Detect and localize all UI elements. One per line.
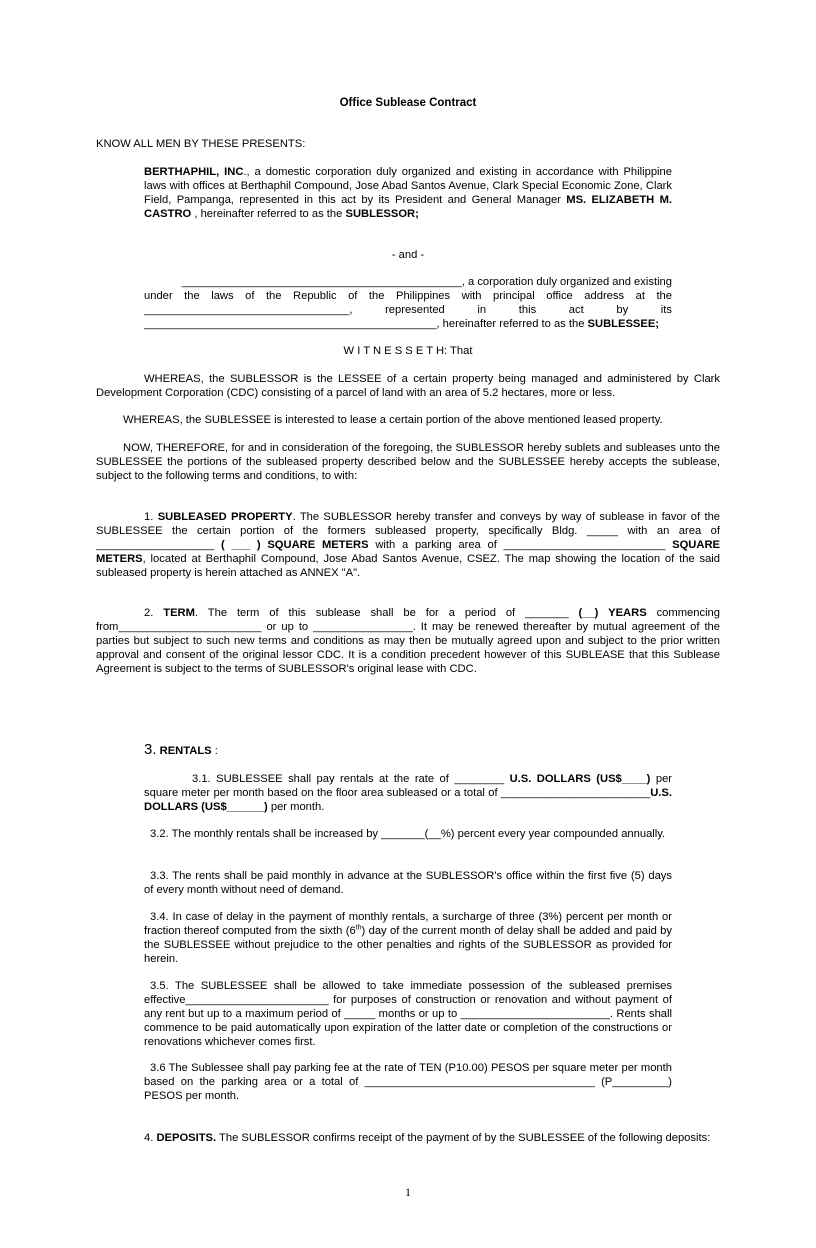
party2-line2: under the laws of the Republic of the Philippines with principal office address at the bbox=[144, 290, 672, 302]
page-number: 1 bbox=[405, 1185, 411, 1199]
section-1-heading: SUBLEASED PROPERTY bbox=[157, 511, 293, 523]
manager-name: MS. ELIZABETH M. CASTRO bbox=[144, 194, 673, 220]
party2-line1: _____________________________________________, a corporation duly organized and existing bbox=[181, 276, 672, 288]
section-4-heading: DEPOSITS. bbox=[156, 1132, 217, 1144]
witnesseth-heading: W I T N E S S E T H: That bbox=[343, 345, 473, 357]
section-3-rentals-heading: 3. RENTALS : bbox=[144, 741, 218, 758]
party2-line3: _________________________________, represented in this act by its bbox=[144, 304, 672, 316]
now-therefore: NOW, THEREFORE, for and in consideration of the foregoing, the SUBLESSOR hereby sublets and subleases unto the SUBLESSEE the portions of the subleased property described below and the SUBLESSEE hereby accepts the sublease, subject to the following terms and conditions, to with: bbox=[96, 442, 720, 482]
intro-line: KNOW ALL MEN BY THESE PRESENTS: bbox=[96, 138, 306, 150]
section-3-2: 3.2. The monthly rentals shall be increased by _______(__%) percent every year compounded annually. bbox=[150, 828, 666, 840]
section-3-3: 3.3. The rents shall be paid monthly in advance at the SUBLESSOR's office within the first five (5) days of every month without need of demand. bbox=[144, 870, 672, 896]
sublessor-role: SUBLESSOR; bbox=[345, 208, 419, 220]
party2-line4: _______________________________________________, hereinafter referred to as the SUBLESSEE; bbox=[144, 318, 660, 330]
sublessee-role: SUBLESSEE; bbox=[587, 318, 660, 330]
and-separator: - and - bbox=[391, 249, 425, 261]
section-3-4: 3.4. In case of delay in the payment of monthly rentals, a surcharge of three (3%) percent per month or fraction thereof computed from the sixth (6th) day of the current month of delay shall be added and paid by the SUBLESSEE without prejudice to the other penalties and rights of the SUBLESSOR as provided for herein. bbox=[144, 911, 672, 965]
section-2-heading: TERM bbox=[163, 607, 195, 619]
section-3-1: 3.1. SUBLESSEE shall pay rentals at the rate of ________ U.S. DOLLARS (US$____) per square meter per month based on the floor area subleased or a total of ________________________U.S. DOLLARS (US$______) per month. bbox=[144, 773, 673, 813]
document-title: Office Sublease Contract bbox=[339, 97, 477, 109]
party1-paragraph: BERTHAPHIL, INC., a domestic corporation duly organized and existing in accordance with Philippine laws with offices at Berthaphil Compound, Jose Abad Santos Avenue, Clark Special Economic Zone, Clark Field, Pampanga, represented in this act by its President and General Manager MS. ELIZABETH M. CASTRO , hereinafter referred to as the SUBLESSOR; bbox=[144, 166, 673, 220]
section-1-subleased-property: 1. SUBLEASED PROPERTY. The SUBLESSOR hereby transfer and conveys by way of sublease in favor of the SUBLESSEE the certain portion of the formers subleased property, specifically Bldg. _____ with an area of ___________________ ( ___ ) SQUARE METERS with a parking area of __________________________ SQUARE METERS, located at Berthaphil Compound, Jose Abad Santos Avenue, CSEZ. The map showing the location of the said subleased property is herein attached as ANNEX "A". bbox=[96, 511, 721, 579]
section-3-5: 3.5. The SUBLESSEE shall be allowed to take immediate possession of the subleased premises effective_______________________ for purposes of construction or renovation and without payment of any rent but up to a maximum period of _____ months or up to ________________________. Rents shall commence to be paid automatically upon expiration of the latter date or completion of the constructions or renovations whichever comes first. bbox=[144, 980, 672, 1048]
section-2-term: 2. TERM. The term of this sublease shall be for a period of _______ (__) YEARS commencing from_______________________ or up to ________________. It may be renewed thereafter by mutual agreement of the parties but subject to such new terms and conditions as may then be mutually agreed upon and subject to the prior written approval and consent of the original lessor CDC. It is a condition precedent however of this SUBLEASE that this Sublease Agreement is subject to the terms of SUBLESSOR's original lease with CDC. bbox=[96, 607, 720, 675]
whereas-1: WHEREAS, the SUBLESSOR is the LESSEE of a certain property being managed and administered by Clark Development Corporation (CDC) consisting of a parcel of land with an area of 5.2 hectares, more or less. bbox=[96, 373, 720, 399]
section-3-6: 3.6 The Sublessee shall pay parking fee at the rate of TEN (P10.00) PESOS per square meter per month based on the parking area or a total of _____________________________________ (P_________) PESOS per month. bbox=[144, 1062, 672, 1102]
sublessor-name: BERTHAPHIL, INC bbox=[144, 166, 244, 178]
whereas-2: WHEREAS, the SUBLESSEE is interested to lease a certain portion of the above mentioned leased property. bbox=[123, 414, 663, 426]
section-4-deposits: 4. DEPOSITS. The SUBLESSOR confirms receipt of the payment of by the SUBLESSEE of the following deposits: bbox=[144, 1132, 711, 1144]
